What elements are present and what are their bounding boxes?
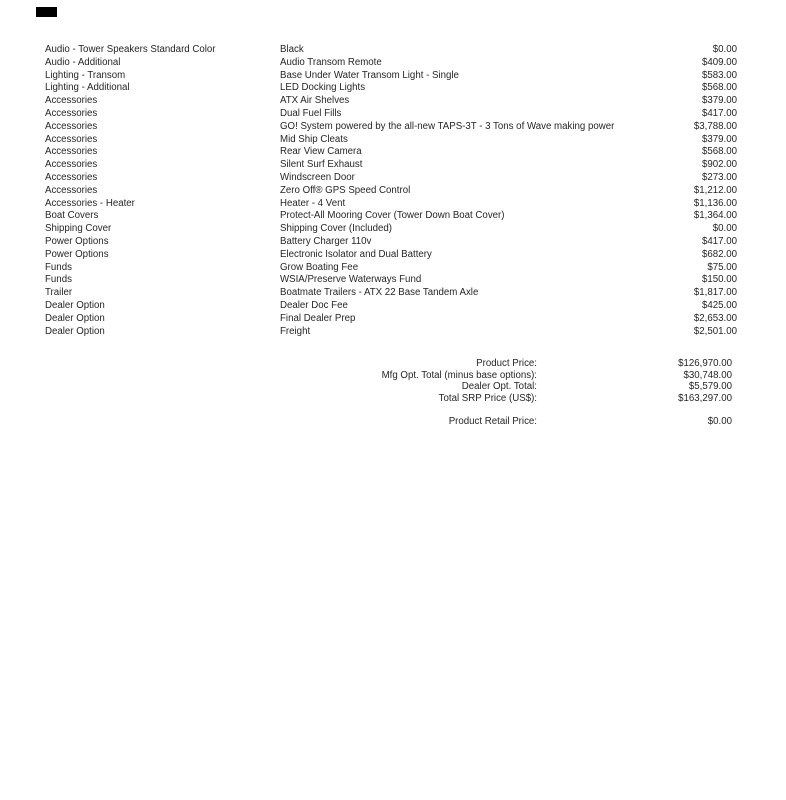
line-item-price: $75.00: [707, 261, 737, 273]
line-item-price: $3,788.00: [693, 120, 737, 132]
line-item-category: Funds: [45, 261, 72, 273]
line-item-price: $417.00: [701, 235, 737, 247]
line-item-price: $902.00: [701, 159, 737, 171]
line-item-row: [45, 108, 737, 121]
line-item-row: [45, 223, 737, 236]
line-item-row: [45, 274, 737, 287]
line-item-description: Audio Transom Remote: [280, 56, 382, 68]
line-item-row: [45, 82, 737, 95]
line-item-category: Power Options: [45, 248, 109, 260]
line-item-description: Zero Off® GPS Speed Control: [280, 184, 411, 196]
summary-value: $5,579.00: [688, 381, 732, 393]
line-item-row: [45, 185, 737, 198]
line-item-price: $1,364.00: [693, 210, 737, 222]
summary-label: Mfg Opt. Total (minus base options):: [381, 369, 537, 381]
line-item-category: Accessories: [45, 184, 98, 196]
line-item-category: Accessories: [45, 133, 98, 145]
line-item-price: $682.00: [701, 248, 737, 260]
line-item-row: [45, 249, 737, 262]
line-item-row: [45, 57, 737, 70]
line-item-description: ATX Air Shelves: [280, 95, 350, 107]
line-item-description: Black: [280, 44, 304, 55]
line-item-row: [45, 134, 737, 147]
line-item-row: [45, 146, 737, 159]
line-item-row: [45, 236, 737, 249]
summary-value: $30,748.00: [683, 369, 732, 381]
summary-totals: [45, 358, 732, 405]
line-item-description: Electronic Isolator and Dual Battery: [280, 248, 432, 260]
summary-label: Total SRP Price (US$):: [438, 393, 537, 405]
summary-value: $163,297.00: [678, 393, 732, 405]
summary-value: $126,970.00: [678, 358, 732, 369]
retail-price-row: [45, 416, 732, 428]
retail-price-value: $0.00: [707, 416, 732, 427]
line-item-price: $1,212.00: [693, 184, 737, 196]
line-item-category: Shipping Cover: [45, 223, 112, 235]
line-item-price: $568.00: [701, 146, 737, 158]
summary-label: Product Price:: [476, 358, 537, 369]
line-item-row: [45, 300, 737, 313]
line-item-description: Silent Surf Exhaust: [280, 159, 363, 171]
line-item-description: Heater - 4 Vent: [280, 197, 346, 209]
line-item-description: LED Docking Lights: [280, 82, 366, 94]
line-item-description: Rear View Camera: [280, 146, 362, 158]
line-item-price: $2,501.00: [693, 325, 737, 337]
line-item-description: Windscreen Door: [280, 171, 355, 183]
line-item-category: Accessories: [45, 159, 98, 171]
line-item-price: $425.00: [701, 299, 737, 311]
line-item-row: [45, 262, 737, 275]
line-item-row: [45, 159, 737, 172]
line-item-price: $379.00: [701, 95, 737, 107]
line-item-description: Freight: [280, 325, 311, 337]
line-item-description: Shipping Cover (Included): [280, 223, 393, 235]
line-item-category: Audio - Tower Speakers Standard Color: [45, 44, 216, 55]
line-item-price: $1,817.00: [693, 287, 737, 299]
redacted-logo-mark: [36, 7, 57, 17]
line-item-description: Final Dealer Prep: [280, 312, 356, 324]
line-item-row: [45, 70, 737, 83]
line-item-category: Accessories: [45, 107, 98, 119]
line-item-price: $417.00: [701, 107, 737, 119]
summary-row: [45, 358, 732, 370]
line-item-description: Protect-All Mooring Cover (Tower Down Boat Cover): [280, 210, 505, 222]
line-item-description: WSIA/Preserve Waterways Fund: [280, 274, 422, 286]
line-item-price: $0.00: [712, 44, 737, 55]
line-item-row: [45, 198, 737, 211]
line-item-category: Boat Covers: [45, 210, 99, 222]
summary-row: [45, 370, 732, 382]
line-item-price: $150.00: [701, 274, 737, 286]
summary-label: Dealer Opt. Total:: [461, 381, 537, 393]
line-item-row: [45, 313, 737, 326]
line-item-category: Accessories: [45, 95, 98, 107]
line-item-category: Accessories: [45, 171, 98, 183]
line-item-category: Accessories - Heater: [45, 197, 135, 209]
retail-price-label: Product Retail Price:: [448, 416, 537, 427]
line-item-row: [45, 210, 737, 223]
line-item-price: $0.00: [712, 223, 737, 235]
line-item-category: Dealer Option: [45, 299, 105, 311]
line-item-row: [45, 44, 737, 57]
line-item-category: Power Options: [45, 235, 109, 247]
line-item-description: Dual Fuel Fills: [280, 107, 342, 119]
line-item-category: Audio - Additional: [45, 56, 121, 68]
line-item-category: Trailer: [45, 287, 73, 299]
line-item-category: Dealer Option: [45, 312, 105, 324]
line-item-category: Dealer Option: [45, 325, 105, 337]
summary-row: [45, 381, 732, 393]
line-item-category: Accessories: [45, 120, 98, 132]
line-item-description: GO! System powered by the all-new TAPS-3T - 3 Tons of Wave making power: [280, 120, 615, 132]
line-item-category: Funds: [45, 274, 72, 286]
line-item-description: Base Under Water Transom Light - Single: [280, 69, 459, 81]
line-item-description: Dealer Doc Fee: [280, 299, 348, 311]
line-items-table: [45, 44, 737, 338]
line-item-row: [45, 287, 737, 300]
line-item-category: Accessories: [45, 146, 98, 158]
line-item-row: [45, 172, 737, 185]
line-item-row: [45, 326, 737, 339]
line-item-description: Mid Ship Cleats: [280, 133, 348, 145]
line-item-price: $2,653.00: [693, 312, 737, 324]
summary-row: [45, 393, 732, 405]
line-item-category: Lighting - Additional: [45, 82, 130, 94]
line-item-row: [45, 95, 737, 108]
line-item-price: $1,136.00: [693, 197, 737, 209]
line-item-price: $273.00: [701, 171, 737, 183]
line-item-description: Grow Boating Fee: [280, 261, 359, 273]
line-item-price: $409.00: [701, 56, 737, 68]
line-item-price: $568.00: [701, 82, 737, 94]
line-item-price: $379.00: [701, 133, 737, 145]
line-item-price: $583.00: [701, 69, 737, 81]
line-item-description: Battery Charger 110v: [280, 235, 372, 247]
line-item-description: Boatmate Trailers - ATX 22 Base Tandem Axle: [280, 287, 479, 299]
line-item-row: [45, 121, 737, 134]
line-item-category: Lighting - Transom: [45, 69, 126, 81]
